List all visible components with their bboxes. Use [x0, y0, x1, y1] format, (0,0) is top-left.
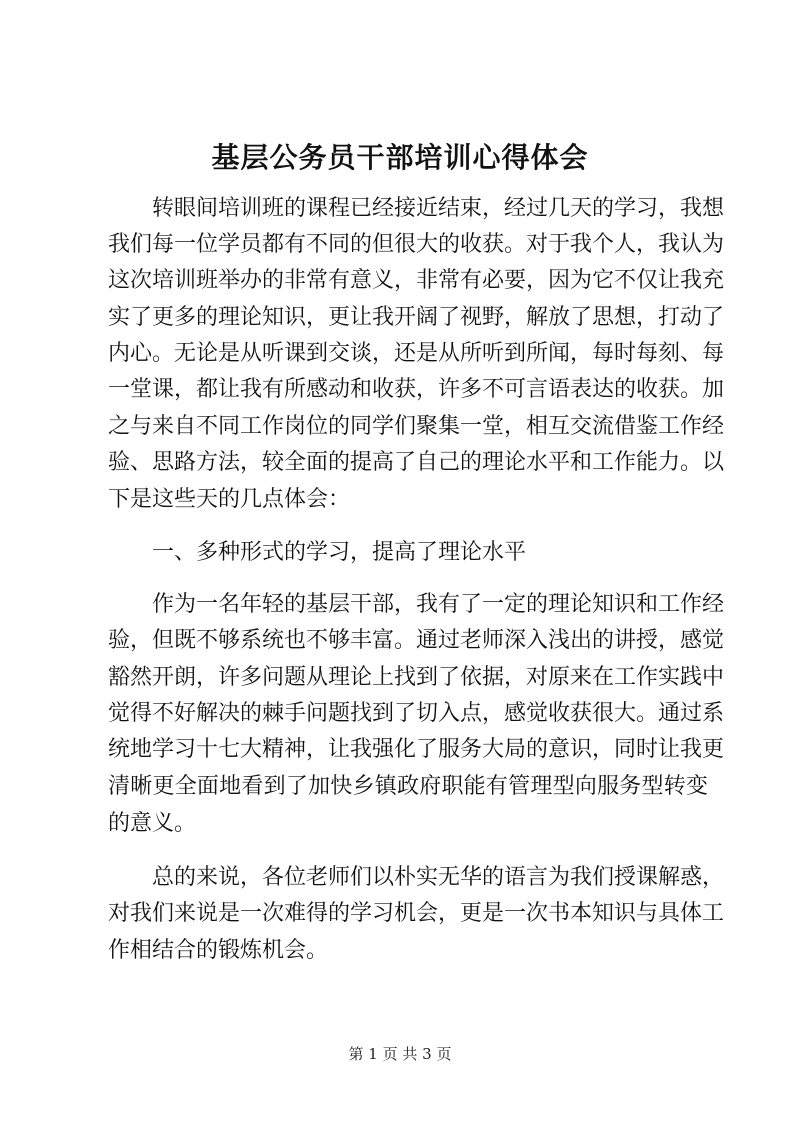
paragraph-line: 作为一名年轻的基层干部，我有了一定的理论知识和工作经 — [152, 592, 725, 617]
paragraph-line: 作相结合的锻炼机会。 — [108, 938, 329, 963]
paragraph-line: 下是这些天的几点体会： — [108, 487, 351, 512]
paragraph-line: 清晰更全面地看到了加快乡镇政府职能有管理型向服务型转变 — [108, 774, 708, 799]
paragraph-line: 一堂课，都让我有所感动和收获，许多不可言语表达的收获。加 — [108, 377, 725, 402]
page-number: 第 1 页 共 3 页 — [348, 1045, 452, 1063]
paragraph-line: 验，但既不够系统也不够丰富。通过老师深入浅出的讲授，感觉 — [108, 628, 725, 653]
paragraph-line: 觉得不好解决的棘手问题找到了切入点，感觉收获很大。通过系 — [108, 701, 725, 726]
paragraph-line: 内心。无论是从听课到交谈，还是从所听到所闻，每时每刻、每 — [108, 341, 725, 366]
paragraph-line: 对我们来说是一次难得的学习机会，更是一次书本知识与具体工 — [108, 901, 725, 926]
paragraph-line: 豁然开朗，许多问题从理论上找到了依据，对原来在工作实践中 — [108, 665, 725, 690]
document-title: 基层公务员干部培训心得体会 — [211, 141, 589, 174]
paragraph-line: 我们每一位学员都有不同的但很大的收获。对于我个人，我认为 — [108, 232, 725, 257]
paragraph-line: 这次培训班举办的非常有意义，非常有必要，因为它不仅让我充 — [108, 268, 725, 293]
paragraph-line: 转眼间培训班的课程已经接近结束，经过几天的学习，我想 — [152, 196, 725, 221]
section-heading: 一、多种形式的学习，提高了理论水平 — [152, 540, 527, 565]
paragraph-line: 之与来自不同工作岗位的同学们聚集一堂，相互交流借鉴工作经 — [108, 414, 725, 439]
paragraph-line: 总的来说，各位老师们以朴实无华的语言为我们授课解惑， — [152, 865, 725, 890]
paragraph-line: 的意义。 — [108, 811, 197, 836]
paragraph-line: 统地学习十七大精神，让我强化了服务大局的意识，同时让我更 — [108, 737, 725, 762]
paragraph-line: 实了更多的理论知识，更让我开阔了视野，解放了思想，打动了 — [108, 305, 725, 330]
paragraph-line: 验、思路方法，较全面的提高了自己的理论水平和工作能力。以 — [108, 450, 725, 475]
